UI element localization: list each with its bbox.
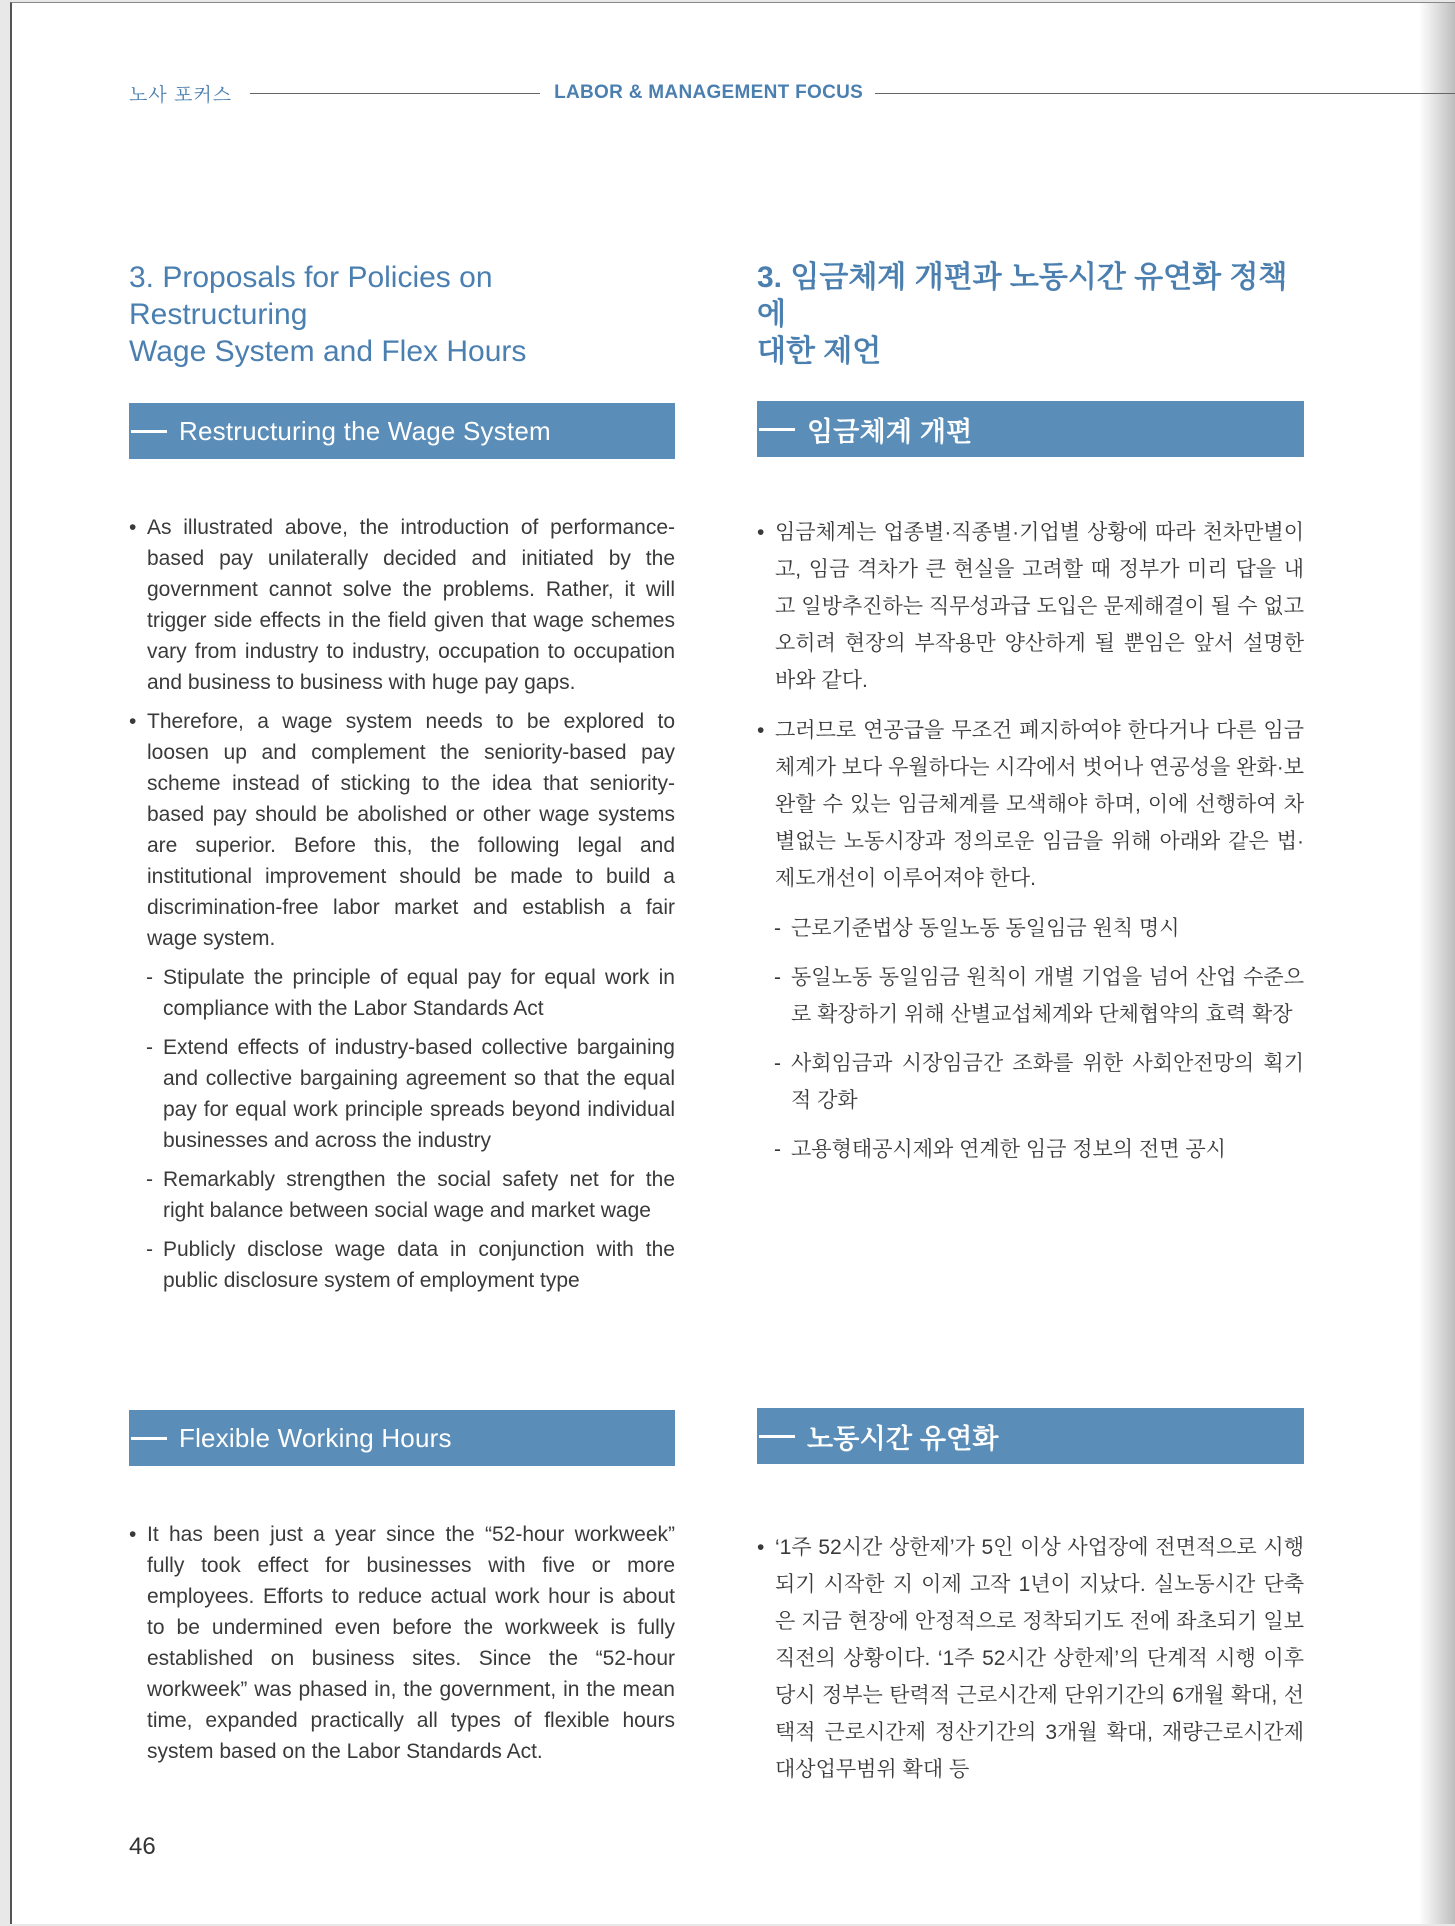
wage-heading: 임금체계 개편 [807, 416, 973, 447]
section-title-line1: 3. 임금체계 개편과 노동시간 유연화 정책에 [757, 261, 1288, 331]
wage-body [757, 514, 1304, 1180]
dash-item: - Extend effects of industry-based collective bargaining and collective bargaining agreement so that the equal pay for equal work principle spreads beyond individual businesses and across the industry [129, 1032, 675, 1156]
section-title-line2: Wage System and Flex Hours [129, 335, 527, 368]
bullet-item: • As illustrated above, the introduction of performance-based pay unilaterally decided and initiated by the government cannot solve the problems. Rather, it will trigger side effects in the field given that wage schemes vary from industry to industry, occupation to occupation and business to business with huge pay gaps. [129, 512, 675, 698]
section-title-line2: 대한 제언 [757, 335, 882, 368]
page-edge-shadow [1419, 3, 1455, 1924]
banner-dash [131, 430, 167, 433]
dash-item: - 근로기준법상 동일노동 동일임금 원칙 명시 [757, 910, 1304, 947]
section-title-line1: 3. Proposals for Policies on Restructuring [129, 261, 493, 331]
wage-heading-banner [129, 403, 675, 459]
hours-heading-banner [129, 1410, 675, 1466]
korean-column [757, 3, 1304, 1903]
hours-heading: Flexible Working Hours [179, 1422, 452, 1453]
section-title-korean [757, 259, 1304, 370]
dash-item: - Publicly disclose wage data in conjunction with the public disclosure system of employment type [129, 1234, 675, 1296]
dash-item: - Stipulate the principle of equal pay for equal work in compliance with the Labor Standards Act [129, 962, 675, 1024]
dash-item: - Remarkably strengthen the social safety net for the right balance between social wage and market wage [129, 1164, 675, 1226]
bullet-item: • Therefore, a wage system needs to be explored to loosen up and complement the seniority-based pay scheme instead of sticking to the idea that seniority-based pay should be abolished or other wage systems are superior. Before this, the following legal and institutional improvement should be made to build a discrimination-free labor market and establish a fair wage system. [129, 706, 675, 954]
dash-item: - 고용형태공시제와 연계한 임금 정보의 전면 공시 [757, 1131, 1304, 1168]
bullet-item: • 임금체계는 업종별·직종별·기업별 상황에 따라 천차만별이고, 임금 격차가 큰 현실을 고려할 때 정부가 미리 답을 내고 일방추진하는 직무성과급 도입은 문제해결이 될 수 없고 오히려 현장의 부작용만 양산하게 될 뿐임은 앞서 설명한 바와 같다. [757, 514, 1304, 699]
dash-item: - 사회임금과 시장임금간 조화를 위한 사회안전망의 획기적 강화 [757, 1045, 1304, 1119]
dash-item: - 동일노동 동일임금 원칙이 개별 기업을 넘어 산업 수준으로 확장하기 위해 산별교섭체계와 단체협약의 효력 확장 [757, 959, 1304, 1033]
banner-dash [759, 428, 795, 431]
header-english: LABOR & MANAGEMENT FOCUS [554, 82, 864, 103]
wage-heading-banner [757, 401, 1304, 457]
wage-body [129, 512, 675, 1304]
page-number: 46 [129, 1833, 156, 1860]
bullet-item: • ‘1주 52시간 상한제’가 5인 이상 사업장에 전면적으로 시행되기 시작한 지 이제 고작 1년이 지났다. 실노동시간 단축은 지금 현장에 안정적으로 정착되기도 전에 좌초되기 일보직전의 상황이다. ‘1주 52시간 상한제’의 단계적 시행 이후 당시 정부는 탄력적 근로시간제 단위기간의 6개월 확대, 선택적 근로시간제 정산기간의 3개월 확대, 재량근로시간제 대상업무범위 확대 등 [757, 1529, 1304, 1788]
bullet-item: • It has been just a year since the “52-hour workweek” fully took effect for businesses with five or more employees. Efforts to reduce actual work hour is about to be undermined even before the workweek is fully established on business sites. Since the “52-hour workweek” was phased in, the government, in the mean time, expanded practically all types of flexible hours system based on the Labor Standards Act. [129, 1519, 675, 1767]
hours-heading: 노동시간 유연화 [807, 1423, 999, 1454]
wage-heading: Restructuring the Wage System [179, 415, 551, 446]
document-page [10, 2, 1455, 1924]
section-title-english [129, 259, 675, 370]
banner-dash [759, 1435, 795, 1438]
hours-heading-banner [757, 1408, 1304, 1464]
english-column [129, 3, 675, 1903]
hours-body [757, 1529, 1304, 1801]
hours-body [129, 1519, 675, 1775]
header-korean: 노사 포커스 [129, 84, 233, 106]
banner-dash [131, 1437, 167, 1440]
bullet-item: • 그러므로 연공급을 무조건 폐지하여야 한다거나 다른 임금체계가 보다 우월하다는 시각에서 벗어나 연공성을 완화·보완할 수 있는 임금체계를 모색해야 하며, 이에 선행하여 차별없는 노동시장과 정의로운 임금을 위해 아래와 같은 법·제도개선이 이루어져야 한다. [757, 712, 1304, 897]
